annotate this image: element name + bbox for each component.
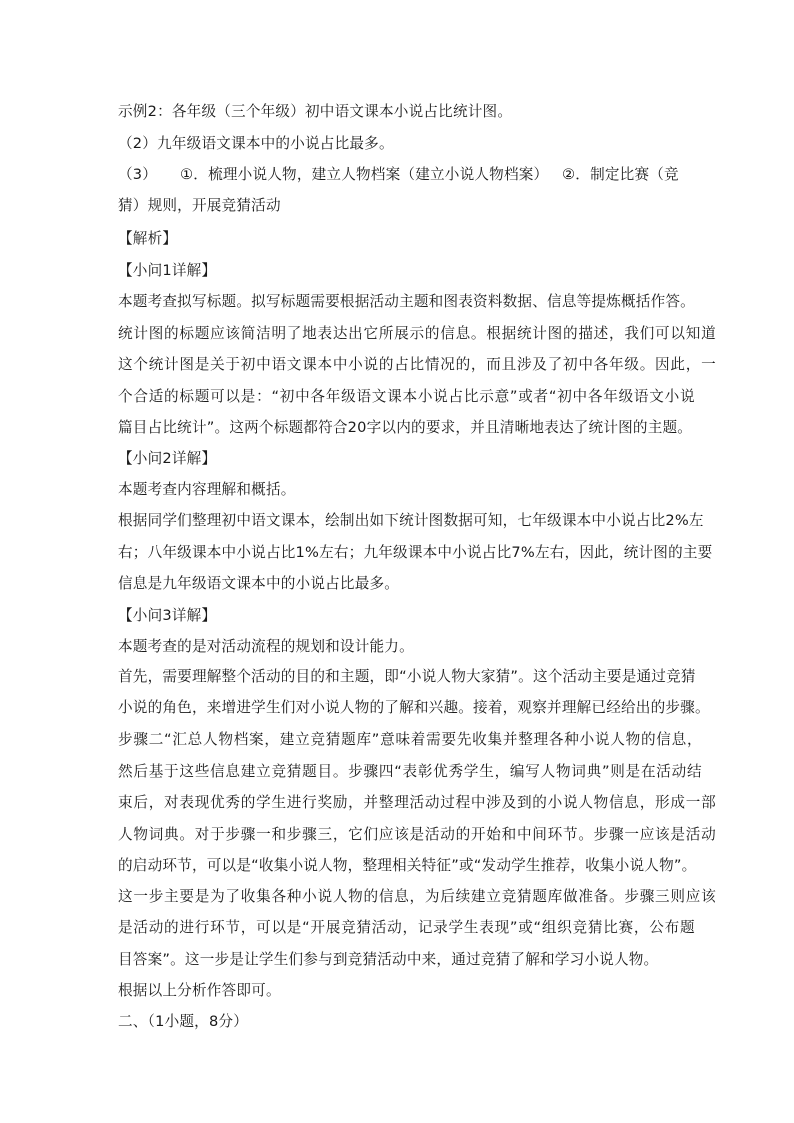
paragraph-line: 的启动环节，可以是“收集小说人物，整理相关特征”或“发动学生推荐，收集小说人物”。 — [118, 857, 697, 874]
answer-3-label: （3） — [118, 166, 158, 183]
paragraph-line: 人物词典。对于步骤一和步骤三，它们应该是活动的开始和中间环节。步骤一应该是活动 — [118, 826, 717, 843]
paragraph-line: 步骤二“汇总人物档案，建立竞猜题库”意味着需要先收集并整理各种小说人物的信息， — [118, 731, 703, 748]
sub-question-3-heading: 【小问3详解】 — [118, 607, 217, 624]
paragraph-line: 本题考查的是对活动流程的规划和设计能力。 — [118, 638, 414, 655]
paragraph-line: 是活动的进行环节，可以是“开展竞猜活动，记录学生表现”或“组织竞猜比赛，公布题 — [118, 919, 696, 936]
answer-3-part1: ①．梳理小说人物，建立人物档案（建立小说人物档案） — [180, 166, 549, 183]
answer-3-continuation: 猜）规则，开展竞猜活动 — [118, 197, 281, 214]
answer-3-row — [118, 165, 678, 185]
paragraph-line: 本题考查内容理解和概括。 — [118, 481, 296, 498]
answer-2-text: （2）九年级语文课本中的小说占比最多。 — [118, 135, 394, 152]
paragraph-line: 目答案”。这一步是让学生们参与到竞猜活动中来，通过竞猜了解和学习小说人物。 — [118, 951, 659, 968]
example-2-text: 示例2：各年级（三个年级）初中语文课本小说占比统计图。 — [118, 103, 513, 120]
paragraph-line: 统计图的标题应该简洁明了地表达出它所展示的信息。根据统计图的描述，我们可以知道 — [118, 325, 717, 342]
paragraph-line: 这一步主要是为了收集各种小说人物的信息，为后续建立竞猜题库做准备。步骤三则应该 — [118, 888, 717, 905]
paragraph-line: 根据同学们整理初中语文课本，绘制出如下统计图数据可知，七年级课本中小说占比2%左 — [118, 512, 704, 529]
sub-question-1-heading: 【小问1详解】 — [118, 262, 217, 279]
paragraph-line: 个合适的标题可以是：“初中各年级语文课本小说占比示意”或者“初中各年级语文小说 — [118, 388, 696, 405]
sub-question-2-heading: 【小问2详解】 — [118, 450, 217, 467]
analysis-heading: 【解析】 — [118, 230, 178, 247]
answer-3-part2: ②．制定比赛（竞 — [562, 166, 679, 183]
section-2-heading: 二、（1小题，8分） — [118, 1013, 249, 1030]
paragraph-line: 小说的角色，来增进学生们对小说人物的了解和兴趣。接着，观察并理解已经给出的步骤。 — [118, 699, 710, 716]
paragraph-line: 然后基于这些信息建立竞猜题目。步骤四“表彰优秀学生，编写人物词典”则是在活动结 — [118, 763, 703, 780]
paragraph-line: 根据以上分析作答即可。 — [118, 982, 281, 999]
paragraph-line: 这个统计图是关于初中语文课本中小说的占比情况的，而且涉及了初中各年级。因此，一 — [118, 356, 717, 373]
paragraph-line: 本题考查拟写标题。拟写标题需要根据活动主题和图表资料数据、信息等提炼概括作答。 — [118, 293, 695, 310]
paragraph-line: 束后，对表现优秀的学生进行奖励，并整理活动过程中涉及到的小说人物信息，形成一部 — [118, 794, 717, 811]
paragraph-line: 信息是九年级语文课本中的小说占比最多。 — [118, 575, 400, 592]
paragraph-line: 右；八年级课本中小说占比1%左右；九年级课本中小说占比7%左右，因此，统计图的主要 — [118, 544, 713, 561]
paragraph-line: 篇目占比统计”。这两个标题都符合20字以内的要求，并且清晰地表达了统计图的主题。 — [118, 419, 693, 436]
paragraph-line: 首先，需要理解整个活动的目的和主题，即“小说人物大家猜”。这个活动主要是通过竞猜 — [118, 668, 696, 685]
